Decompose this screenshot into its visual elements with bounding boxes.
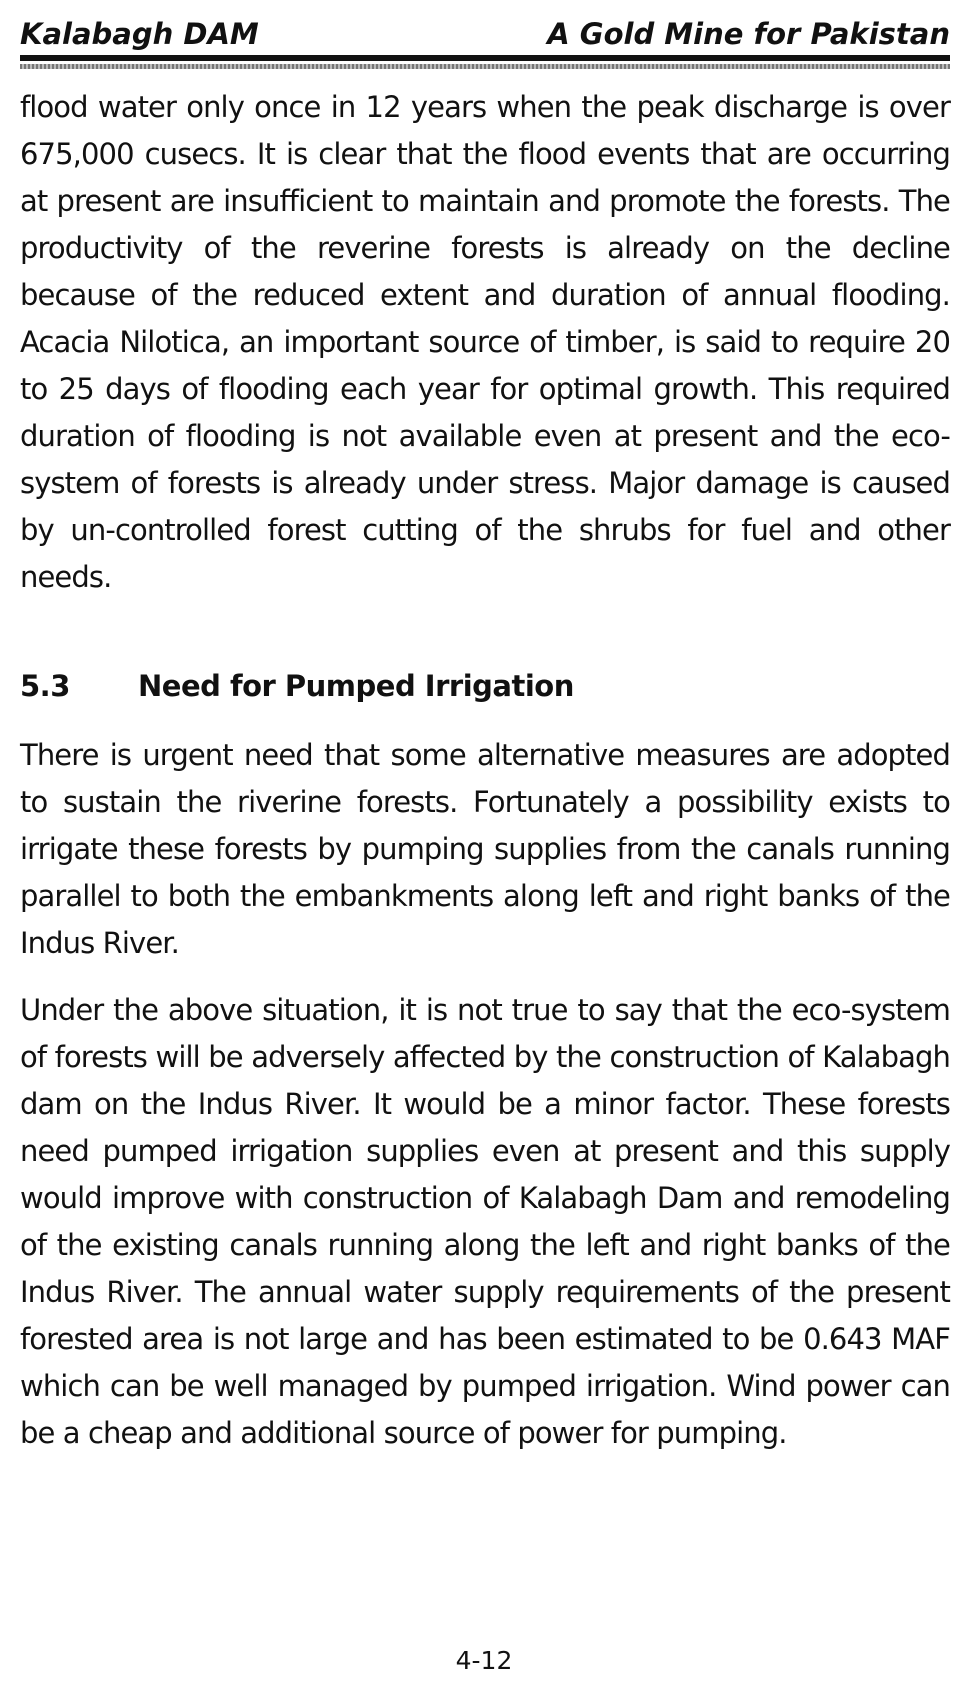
running-header	[20, 8, 950, 52]
body-paragraph-3: Under the above situation, it is not true to say that the eco-system of forests will be adversely affected by the construction of Kalabagh dam on the Indus River. It would be a minor factor. These forests need pumped irrigation supplies even at present and this supply would improve with construction of Kalabagh Dam and remodeling of the existing canals running along the left and right banks of the Indus River. The annual water supply requirements of the present forested area is not large and has been estimated to be 0.643 MAF which can be well managed by pumped irrigation. Wind power can be a cheap and additional source of power for pumping.	[20, 993, 950, 1450]
header-rule-thin	[20, 64, 950, 69]
section-title: Need for Pumped Irrigation	[138, 669, 574, 703]
page-number: 4-12	[455, 1646, 513, 1675]
body-paragraph-1: flood water only once in 12 years when the peak discharge is over 675,000 cusecs. It is clear that the flood events that are occurring at present are insufficient to maintain and promote the forests. The productivity of the reverine forests is already on the decline because of the reduced extent and duration of annual flooding. Acacia Nilotica, an important source of timber, is said to require 20 to 25 days of flooding each year for optimal growth. This required duration of flooding is not available even at present and the eco-system of forests is already under stress. Major damage is caused by un-controlled forest cutting of the shrubs for fuel and other needs.	[20, 90, 950, 594]
header-rule-thick	[20, 55, 950, 61]
section-heading	[20, 668, 574, 704]
section-number: 5.3	[20, 669, 70, 703]
header-book-title: Kalabagh DAM	[20, 17, 259, 51]
body-paragraph-2: There is urgent need that some alternative measures are adopted to sustain the riverine forests. Fortunately a possibility exists to irrigate these forests by pumping supplies from the canals running parallel to both the embankments along left and right banks of the Indus River.	[20, 738, 950, 960]
header-book-subtitle: A Gold Mine for Pakistan	[547, 17, 950, 51]
